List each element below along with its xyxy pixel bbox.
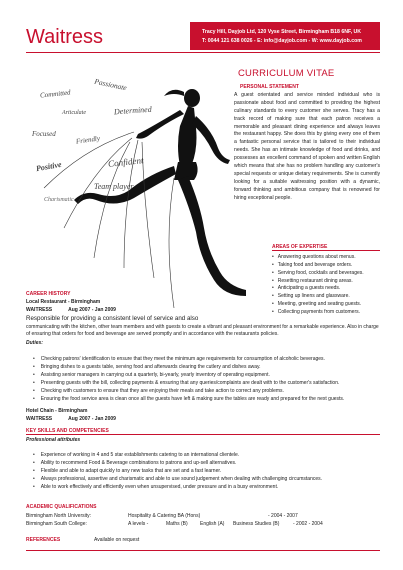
job1-title-line (26, 307, 380, 314)
runner-illustration (24, 68, 254, 318)
attributes-list (26, 451, 380, 491)
duty-item: • Checking with customers to ensure that they are enjoying their meals and take action to correct any problems. (26, 387, 380, 395)
job2-role: WAITRESS (26, 416, 53, 422)
header-divider (26, 52, 380, 53)
art-word: Team player (94, 182, 134, 191)
art-word: Passionate (93, 76, 128, 93)
academic-subject: Maths (B) (166, 521, 188, 527)
duties-list (26, 355, 380, 403)
duty-item: • Presenting guests with the bill, collecting payments & ensuring that any queries/complaints are dealt with to the customer's satisfaction. (26, 379, 380, 387)
job1-responsibility: Responsible for providing a consistent level of service and also (26, 315, 199, 322)
professional-attributes-heading: Professional attributes (26, 437, 81, 443)
references-row (26, 537, 380, 544)
academic-row (26, 521, 380, 528)
expertise-item: • Resetting restaurant dining areas. (272, 278, 364, 286)
references-value: Available on request (94, 537, 140, 543)
expertise-divider (272, 250, 380, 251)
academic-row (26, 513, 380, 520)
attribute-item: • Flexible and able to adapt quickly to any new tasks that are set and a fast learner. (26, 467, 380, 475)
references-heading: REFERENCES (26, 537, 61, 543)
art-word: Determined (113, 104, 152, 117)
duty-item: • Checking patrons' identification to ensure that they meet the minimum age requirements for consumption of alcoholic beverages. (26, 355, 380, 363)
attribute-item: • Ability to recommend Food & Beverage combinations to patrons and up-sell alternatives. (26, 459, 380, 467)
personal-statement-text: A guest orientated and service minded individual who is passionate about food and committed to providing the highest culinary standards to every customer she serves. Tracy has a track record of making sure that each patron receives a memorable and pleasant dining experience and always leaves the restaurant happy. She does this by giving every one of them a fantastic personal service that is tailored to their individual needs. She has an intimate knowledge of food and drinks, and possesses an excellent command of spoken and written English which means that she has no problem handling any customer's special requests or unique dietary requirements. She is currently looking for a suitable waitressing position with a dynamic, forward thinking and ambitious company that is renowned for hiring exceptional people. (234, 92, 380, 201)
academic-dates: - 2002 - 2004 (293, 521, 323, 527)
academic-school: Birmingham North University: (26, 513, 92, 519)
academic-qualification: A levels - (128, 521, 149, 527)
expertise-item: • Collecting payments from customers. (272, 309, 364, 317)
academic-subject: Business Studies (B) (233, 521, 280, 527)
art-word: Friendly (75, 134, 101, 146)
address-line: Tracy Hill, Dayjob Ltd, 120 Vyse Street, Birmingham B18 6NF, UK (202, 29, 361, 35)
key-skills-divider (26, 434, 380, 435)
expertise-item: • Setting up linens and glassware. (272, 293, 364, 301)
duty-item: • Bringing dishes to a guests table, serving food and afterwards clearing the cutlery and dishes away. (26, 363, 380, 371)
expertise-item: • Serving food, cocktails and beverages. (272, 270, 364, 278)
expertise-heading: AREAS OF EXPERTISE (272, 244, 328, 250)
duty-item: • Assisting senior managers in carrying out a quarterly, bi-yearly, yearly inventory of operating equipment. (26, 371, 380, 379)
key-skills-heading: KEY SKILLS AND COMPETENCIES (26, 428, 109, 434)
expertise-item: • Anticipating a guests needs. (272, 285, 364, 293)
art-word: Committed (39, 88, 71, 100)
expertise-item: • Taking food and beverage orders. (272, 262, 364, 270)
job1-employer: Local Restaurant - Birmingham (26, 299, 101, 305)
academic-heading: ACADEMIC QUALIFICATIONS (26, 504, 97, 510)
expertise-item: • Answering questions about menus. (272, 254, 364, 262)
academic-subject: English (A) (200, 521, 225, 527)
footer-divider (26, 550, 380, 551)
art-word: Articulate (62, 110, 86, 116)
job1-dates: Aug 2007 - Jan 2009 (68, 307, 116, 313)
attribute-item: • Always professional, assertive and charismatic and able to use sound judgement when dealing with challenging circumstances. (26, 475, 380, 483)
job2-employer: Hotel Chain - Birmingham (26, 408, 88, 414)
job1-role: WAITRESS (26, 307, 53, 313)
personal-statement-heading: PERSONAL STATEMENT (240, 84, 299, 90)
art-word: Focused (32, 130, 56, 138)
academic-course: Hospitality & Catering BA (Hons) (128, 513, 201, 519)
academic-dates: - 2004 - 2007 (268, 513, 298, 519)
art-word: Positive (35, 159, 63, 174)
duty-item: • Ensuring the food service area is clean once all the guests have left & making sure the tables are ready and prepared for the next guests. (26, 395, 380, 403)
academic-school: Birmingham South College: (26, 521, 87, 527)
contact-line: T: 0044 121 638 0026 - E: info@dayjob.com - W: www.dayjob.com (202, 37, 362, 44)
document-title: Waitress (26, 26, 104, 48)
contact-banner (190, 22, 380, 50)
cv-title: CURRICULUM VITAE (238, 68, 335, 79)
expertise-item: • Meeting, greeting and seating guests. (272, 301, 364, 309)
attribute-item: • Experience of working in 4 and 5 star establishments catering to an international clientele. (26, 451, 380, 459)
job1-responsibility-cont: communicating with the kitchen, other team members and with guests to create a vibrant and pleasant environment for a remarkable experience. Also in charge of ensuring that orders for food and beverage are served promptly and in accordance with the restaurants policies. (26, 324, 379, 338)
job2-dates: Aug 2007 - Jan 2009 (68, 416, 116, 422)
art-word: Charismatic (44, 197, 74, 203)
art-word: Confident (107, 155, 144, 169)
attribute-item: • Able to work effectively and efficiently even when unsupervised, under pressure and in a busy environment. (26, 483, 380, 491)
duties-label: Duties: (26, 340, 43, 346)
job2-title-line (26, 416, 380, 423)
career-history-heading: CAREER HISTORY (26, 291, 71, 297)
